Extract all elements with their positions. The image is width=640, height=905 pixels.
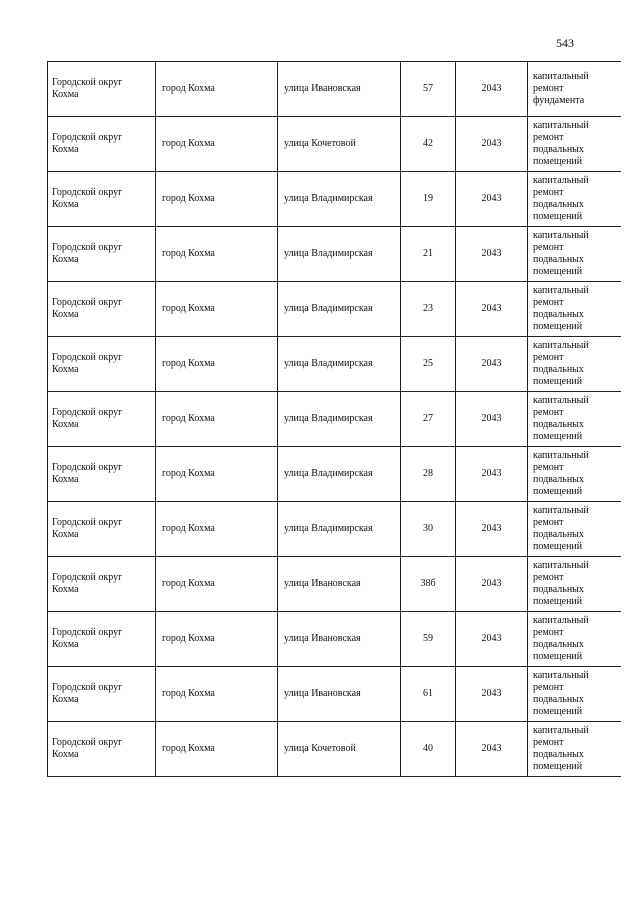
registry-table-body: [48, 62, 621, 777]
district-cell: [48, 337, 156, 392]
city-cell-text: город Кохма: [162, 193, 215, 204]
street-cell-text: улица Владимирская: [284, 193, 373, 204]
work-type-cell: [528, 722, 621, 777]
table-row: [48, 722, 621, 777]
work-type-cell-text: капитальный ремонт подвальных помещений: [533, 725, 589, 772]
year-cell: [456, 282, 528, 337]
work-type-cell-text: капитальный ремонт подвальных помещений: [533, 230, 589, 277]
work-type-cell: [528, 557, 621, 612]
district-cell: [48, 62, 156, 117]
house-number-cell: [401, 62, 456, 117]
year-cell-text: 2043: [481, 303, 502, 314]
table-row: [48, 337, 621, 392]
house-number-cell: [401, 337, 456, 392]
work-type-cell: [528, 502, 621, 557]
house-number-cell: [401, 667, 456, 722]
work-type-cell: [528, 447, 621, 502]
district-cell-text: Городской округ Кохма: [52, 627, 123, 650]
district-cell-text: Городской округ Кохма: [52, 737, 123, 760]
house-number-cell-text: 23: [423, 303, 433, 314]
city-cell-text: город Кохма: [162, 413, 215, 424]
year-cell-text: 2043: [481, 83, 502, 94]
table-row: [48, 392, 621, 447]
work-type-cell-text: капитальный ремонт подвальных помещений: [533, 175, 589, 222]
table-row: [48, 502, 621, 557]
street-cell: [278, 722, 401, 777]
table-row: [48, 612, 621, 667]
year-cell: [456, 667, 528, 722]
district-cell: [48, 282, 156, 337]
city-cell: [156, 722, 278, 777]
year-cell-text: 2043: [481, 413, 502, 424]
city-cell-text: город Кохма: [162, 633, 215, 644]
street-cell: [278, 282, 401, 337]
street-cell: [278, 447, 401, 502]
work-type-cell: [528, 172, 621, 227]
house-number-cell-text: 61: [423, 688, 433, 699]
house-number-cell: [401, 557, 456, 612]
street-cell: [278, 62, 401, 117]
house-number-cell-text: 28: [423, 468, 433, 479]
year-cell: [456, 172, 528, 227]
work-type-cell-text: капитальный ремонт подвальных помещений: [533, 670, 589, 717]
district-cell-text: Городской округ Кохма: [52, 77, 123, 100]
city-cell-text: город Кохма: [162, 688, 215, 699]
work-type-cell-text: капитальный ремонт подвальных помещений: [533, 340, 589, 387]
city-cell: [156, 612, 278, 667]
city-cell: [156, 557, 278, 612]
house-number-cell-text: 27: [423, 413, 433, 424]
year-cell-text: 2043: [481, 138, 502, 149]
city-cell: [156, 667, 278, 722]
house-number-cell-text: 21: [423, 248, 433, 259]
district-cell: [48, 447, 156, 502]
work-type-cell: [528, 282, 621, 337]
year-cell: [456, 722, 528, 777]
district-cell-text: Городской округ Кохма: [52, 517, 123, 540]
house-number-cell: [401, 612, 456, 667]
city-cell-text: город Кохма: [162, 138, 215, 149]
house-number-cell: [401, 172, 456, 227]
district-cell: [48, 612, 156, 667]
house-number-cell-text: 59: [423, 633, 433, 644]
work-type-cell-text: капитальный ремонт подвальных помещений: [533, 560, 589, 607]
street-cell: [278, 227, 401, 282]
year-cell-text: 2043: [481, 578, 502, 589]
work-type-cell-text: капитальный ремонт подвальных помещений: [533, 395, 589, 442]
table-row: [48, 62, 621, 117]
district-cell: [48, 392, 156, 447]
district-cell: [48, 117, 156, 172]
house-number-cell-text: 57: [423, 83, 433, 94]
street-cell: [278, 612, 401, 667]
year-cell: [456, 502, 528, 557]
work-type-cell: [528, 612, 621, 667]
city-cell: [156, 282, 278, 337]
street-cell: [278, 392, 401, 447]
city-cell-text: город Кохма: [162, 248, 215, 259]
work-type-cell: [528, 392, 621, 447]
district-cell: [48, 227, 156, 282]
street-cell-text: улица Владимирская: [284, 358, 373, 369]
house-number-cell-text: 30: [423, 523, 433, 534]
table-row: [48, 227, 621, 282]
work-type-cell-text: капитальный ремонт подвальных помещений: [533, 285, 589, 332]
house-number-cell: [401, 392, 456, 447]
street-cell: [278, 667, 401, 722]
district-cell-text: Городской округ Кохма: [52, 242, 123, 265]
house-number-cell: [401, 227, 456, 282]
street-cell-text: улица Владимирская: [284, 248, 373, 259]
work-type-cell: [528, 337, 621, 392]
city-cell-text: город Кохма: [162, 578, 215, 589]
street-cell-text: улица Владимирская: [284, 523, 373, 534]
year-cell-text: 2043: [481, 523, 502, 534]
house-number-cell: [401, 282, 456, 337]
city-cell-text: город Кохма: [162, 358, 215, 369]
year-cell-text: 2043: [481, 248, 502, 259]
city-cell: [156, 447, 278, 502]
year-cell: [456, 392, 528, 447]
street-cell: [278, 337, 401, 392]
house-number-cell: [401, 447, 456, 502]
district-cell-text: Городской округ Кохма: [52, 297, 123, 320]
district-cell: [48, 722, 156, 777]
street-cell-text: улица Владимирская: [284, 303, 373, 314]
table-row: [48, 447, 621, 502]
street-cell-text: улица Ивановская: [284, 633, 361, 644]
city-cell-text: город Кохма: [162, 83, 215, 94]
work-type-cell: [528, 117, 621, 172]
house-number-cell: [401, 117, 456, 172]
registry-table: [47, 61, 621, 777]
work-type-cell-text: капитальный ремонт подвальных помещений: [533, 120, 589, 167]
street-cell-text: улица Ивановская: [284, 83, 361, 94]
house-number-cell-text: 40: [423, 743, 433, 754]
city-cell: [156, 337, 278, 392]
work-type-cell-text: капитальный ремонт подвальных помещений: [533, 615, 589, 662]
city-cell: [156, 117, 278, 172]
year-cell-text: 2043: [481, 468, 502, 479]
year-cell-text: 2043: [481, 688, 502, 699]
street-cell-text: улица Ивановская: [284, 578, 361, 589]
table-row: [48, 172, 621, 227]
city-cell-text: город Кохма: [162, 468, 215, 479]
work-type-cell: [528, 667, 621, 722]
page-number: 543: [556, 36, 574, 50]
street-cell-text: улица Кочетовой: [284, 138, 356, 149]
district-cell-text: Городской округ Кохма: [52, 187, 123, 210]
house-number-cell: [401, 502, 456, 557]
year-cell: [456, 117, 528, 172]
year-cell: [456, 447, 528, 502]
year-cell: [456, 612, 528, 667]
district-cell-text: Городской округ Кохма: [52, 682, 123, 705]
work-type-cell: [528, 62, 621, 117]
table-row: [48, 557, 621, 612]
district-cell-text: Городской округ Кохма: [52, 407, 123, 430]
work-type-cell-text: капитальный ремонт фундамента: [533, 71, 589, 106]
table-row: [48, 667, 621, 722]
house-number-cell: [401, 722, 456, 777]
street-cell-text: улица Кочетовой: [284, 743, 356, 754]
street-cell: [278, 502, 401, 557]
street-cell-text: улица Владимирская: [284, 413, 373, 424]
work-type-cell-text: капитальный ремонт подвальных помещений: [533, 450, 589, 497]
district-cell-text: Городской округ Кохма: [52, 352, 123, 375]
year-cell-text: 2043: [481, 193, 502, 204]
street-cell-text: улица Владимирская: [284, 468, 373, 479]
district-cell: [48, 667, 156, 722]
year-cell-text: 2043: [481, 743, 502, 754]
house-number-cell-text: 42: [423, 138, 433, 149]
district-cell-text: Городской округ Кохма: [52, 132, 123, 155]
year-cell: [456, 337, 528, 392]
year-cell: [456, 62, 528, 117]
work-type-cell-text: капитальный ремонт подвальных помещений: [533, 505, 589, 552]
district-cell-text: Городской округ Кохма: [52, 572, 123, 595]
street-cell: [278, 172, 401, 227]
house-number-cell-text: 38б: [420, 578, 436, 589]
city-cell-text: город Кохма: [162, 743, 215, 754]
district-cell: [48, 557, 156, 612]
work-type-cell: [528, 227, 621, 282]
year-cell-text: 2043: [481, 633, 502, 644]
district-cell: [48, 502, 156, 557]
city-cell: [156, 392, 278, 447]
city-cell: [156, 172, 278, 227]
city-cell: [156, 227, 278, 282]
street-cell: [278, 117, 401, 172]
year-cell-text: 2043: [481, 358, 502, 369]
table-row: [48, 117, 621, 172]
city-cell-text: город Кохма: [162, 523, 215, 534]
city-cell: [156, 62, 278, 117]
city-cell-text: город Кохма: [162, 303, 215, 314]
district-cell-text: Городской округ Кохма: [52, 462, 123, 485]
street-cell-text: улица Ивановская: [284, 688, 361, 699]
year-cell: [456, 227, 528, 282]
house-number-cell-text: 19: [423, 193, 433, 204]
district-cell: [48, 172, 156, 227]
year-cell: [456, 557, 528, 612]
house-number-cell-text: 25: [423, 358, 433, 369]
table-row: [48, 282, 621, 337]
street-cell: [278, 557, 401, 612]
city-cell: [156, 502, 278, 557]
